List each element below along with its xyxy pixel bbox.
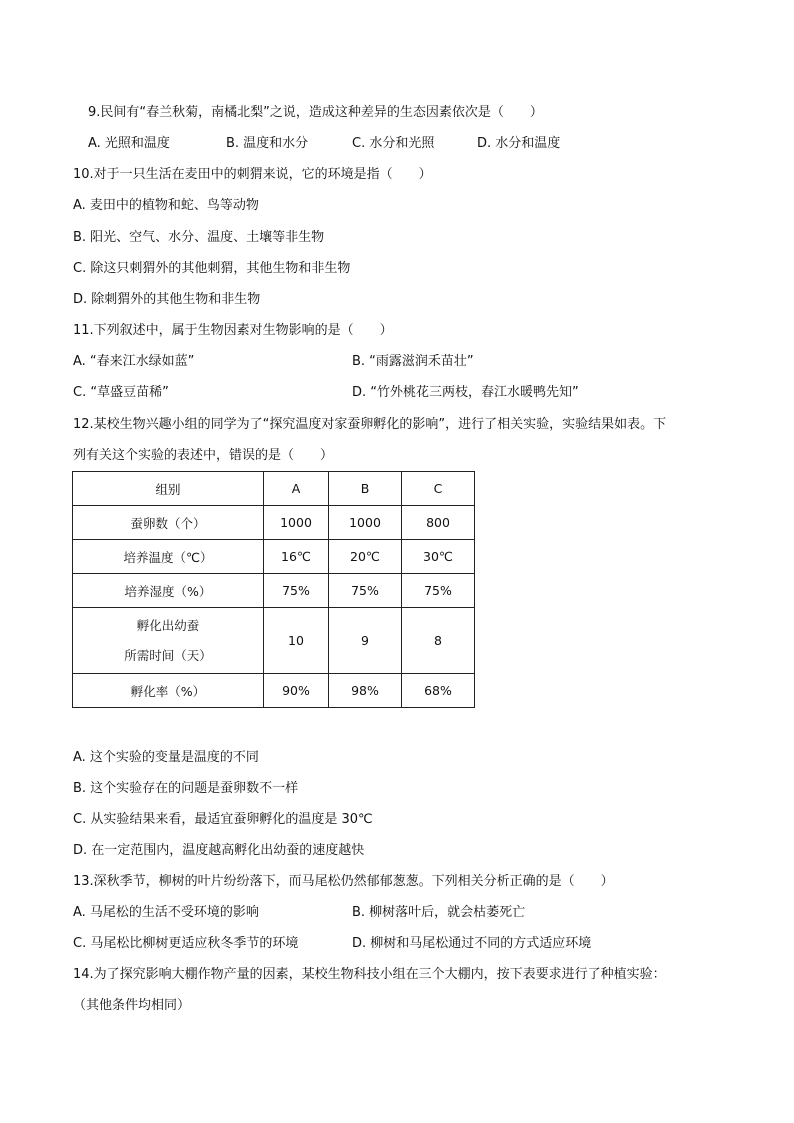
table-row xyxy=(73,540,475,574)
table-row xyxy=(73,506,475,540)
q13-stem: 13.深秋季节，柳树的叶片纷纷落下，而马尾松仍然郁郁葱葱。下列相关分析正确的是（ ） xyxy=(73,874,614,889)
table-cell: 800 xyxy=(402,506,475,540)
q11-option-b: B. “雨露滋润禾苗壮” xyxy=(352,354,474,369)
table-cell: 98% xyxy=(329,674,402,708)
q12-option-b: B. 这个实验存在的问题是蚕卵数不一样 xyxy=(73,781,299,796)
q11-option-d: D. “竹外桃花三两枝，春江水暖鸭先知” xyxy=(352,385,579,400)
q11-stem: 11.下列叙述中，属于生物因素对生物影响的是（ ） xyxy=(73,323,393,338)
q13-option-b: B. 柳树落叶后，就会枯萎死亡 xyxy=(352,905,526,920)
table-header-group: 组别 xyxy=(73,472,264,506)
q10-option-d: D. 除刺猬外的其他生物和非生物 xyxy=(73,292,261,307)
q10-option-b: B. 阳光、空气、水分、温度、土壤等非生物 xyxy=(73,230,325,245)
q12-data-table xyxy=(72,471,475,708)
table-row-label xyxy=(73,608,264,674)
table-row-label-line1: 孵化出幼蚕 xyxy=(136,617,200,633)
table-cell: 9 xyxy=(329,608,402,674)
table-cell: 1000 xyxy=(264,506,329,540)
table-cell: 8 xyxy=(402,608,475,674)
table-cell: 90% xyxy=(264,674,329,708)
q9-option-d: D. 水分和温度 xyxy=(477,136,561,151)
table-cell: 10 xyxy=(264,608,329,674)
table-row-label: 蚕卵数（个） xyxy=(73,506,264,540)
table-row-label: 孵化率（%） xyxy=(73,674,264,708)
q13-option-c: C. 马尾松比柳树更适应秋冬季节的环境 xyxy=(73,936,299,951)
q10-stem: 10.对于一只生活在麦田中的刺猬来说，它的环境是指（ ） xyxy=(73,167,432,182)
q12-option-d: D. 在一定范围内，温度越高孵化出幼蚕的速度越快 xyxy=(73,843,365,858)
q9-option-b: B. 温度和水分 xyxy=(226,136,309,151)
q9-option-a: A. 光照和温度 xyxy=(88,136,170,151)
table-cell: 1000 xyxy=(329,506,402,540)
q11-option-a: A. “春来江水绿如蓝” xyxy=(73,354,195,369)
table-row xyxy=(73,574,475,608)
table-header-a: A xyxy=(264,472,329,506)
table-cell: 30℃ xyxy=(402,540,475,574)
table-row-label: 培养湿度（%） xyxy=(73,574,264,608)
q10-option-c: C. 除这只刺猬外的其他刺猬，其他生物和非生物 xyxy=(73,261,351,276)
table-cell: 68% xyxy=(402,674,475,708)
q9-stem: 9.民间有“春兰秋菊，南橘北梨”之说，造成这种差异的生态因素依次是（ ） xyxy=(88,105,543,120)
table-header-row xyxy=(73,472,475,506)
q12-stem-line2: 列有关这个实验的表述中，错误的是（ ） xyxy=(73,448,334,463)
table-cell: 20℃ xyxy=(329,540,402,574)
table-cell: 75% xyxy=(329,574,402,608)
q9-option-c: C. 水分和光照 xyxy=(352,136,435,151)
table-cell: 75% xyxy=(264,574,329,608)
q13-option-d: D. 柳树和马尾松通过不同的方式适应环境 xyxy=(352,936,592,951)
q12-option-a: A. 这个实验的变量是温度的不同 xyxy=(73,750,259,765)
q12-stem-line1: 12.某校生物兴趣小组的同学为了“探究温度对家蚕卵孵化的影响”，进行了相关实验，实验结果如表。下 xyxy=(73,417,667,432)
q13-option-a: A. 马尾松的生活不受环境的影响 xyxy=(73,905,259,920)
table-row-label-line2: 所需时间（天） xyxy=(124,647,212,663)
table-header-b: B xyxy=(329,472,402,506)
q11-option-c: C. “草盛豆苗稀” xyxy=(73,385,169,400)
q14-stem-line2: （其他条件均相同） xyxy=(73,998,191,1013)
q12-option-c: C. 从实验结果来看，最适宜蚕卵孵化的温度是 30℃ xyxy=(73,812,373,827)
table-cell: 75% xyxy=(402,574,475,608)
q14-stem-line1: 14.为了探究影响大棚作物产量的因素，某校生物科技小组在三个大棚内，按下表要求进行了种植实验： xyxy=(73,967,666,982)
q10-option-a: A. 麦田中的植物和蛇、鸟等动物 xyxy=(73,198,259,213)
table-header-c: C xyxy=(402,472,475,506)
table-cell: 16℃ xyxy=(264,540,329,574)
table-row xyxy=(73,674,475,708)
table-row-label: 培养温度（℃） xyxy=(73,540,264,574)
table-row xyxy=(73,608,475,674)
